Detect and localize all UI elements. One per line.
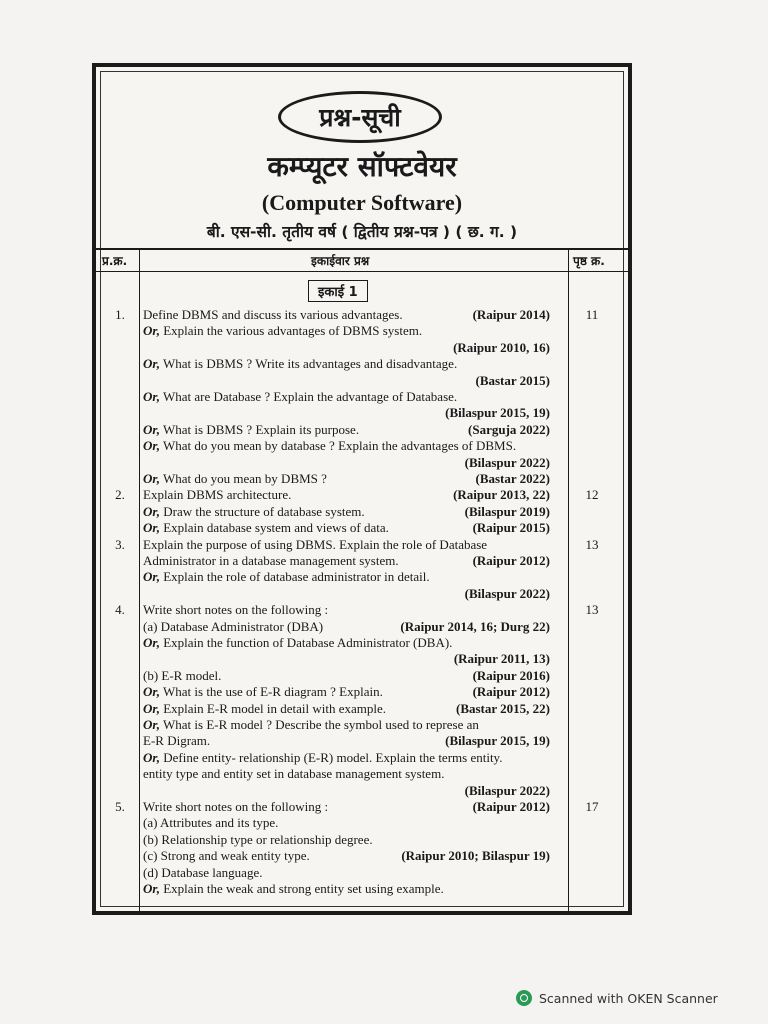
row-question: [143, 601, 328, 618]
row-question: [143, 355, 457, 372]
row-number: 5.: [115, 799, 125, 814]
row-question: [143, 700, 386, 717]
row-reference: (Bastar 2015): [475, 372, 550, 388]
table-row: [96, 864, 628, 881]
table-top-rule: [92, 248, 632, 250]
row-reference: (Raipur 2010; Bilaspur 19): [401, 848, 550, 864]
row-question: [143, 814, 278, 831]
header-page-no: पृष्ठ क्र.: [573, 254, 605, 268]
row-question: [143, 732, 210, 749]
row-question: [143, 486, 291, 503]
table-row: [96, 470, 628, 487]
table-row: [96, 486, 628, 503]
or-marker: Or,: [143, 503, 160, 519]
question-text: What do you mean by database ? Explain the advantages of DBMS.: [159, 438, 517, 454]
question-text: Write short notes on the following :: [143, 602, 329, 618]
table-row: [96, 749, 628, 766]
question-text: (b) Relationship type or relationship degree.: [143, 831, 373, 847]
row-question: [143, 880, 444, 897]
table-row: [96, 798, 628, 815]
table-row: [96, 814, 628, 831]
row-reference: (Raipur 2013, 22): [453, 487, 550, 503]
title-english: (Computer Software): [261, 190, 463, 215]
row-reference: (Raipur 2011, 13): [453, 651, 550, 667]
table-row: [96, 765, 628, 782]
row-question: [143, 306, 403, 323]
table-row: [96, 667, 628, 684]
title-hindi: कम्प्यूटर सॉफ्टवेयर: [267, 150, 457, 183]
row-reference: (Bastar 2015, 22): [455, 700, 550, 716]
row-question: [143, 765, 444, 782]
table-row: [96, 437, 628, 454]
table-row: [96, 306, 628, 323]
table-row: [96, 732, 628, 749]
question-text: What is DBMS ? Explain its purpose.: [159, 421, 360, 437]
or-marker: Or,: [143, 569, 160, 585]
question-text: (d) Database language.: [143, 864, 263, 880]
row-page: 13: [585, 602, 599, 618]
row-reference: (Raipur 2012): [472, 553, 550, 568]
row-reference: (Bilaspur 2022): [464, 782, 550, 798]
row-reference: (Sarguja 2022): [468, 421, 550, 437]
table-row: [96, 700, 628, 717]
table-row: [96, 503, 628, 520]
table-row: [96, 847, 628, 864]
row-page: 12: [585, 487, 599, 503]
row-reference: (Bilaspur 2022): [464, 454, 550, 470]
row-reference: (Bastar 2022): [475, 471, 550, 486]
question-text: Explain the purpose of using DBMS. Explain the role of Database: [143, 536, 488, 552]
question-text: What are Database ? Explain the advantage of Database.: [159, 389, 458, 404]
table-row: [96, 601, 628, 618]
header-question-no: प्र.क्र.: [102, 254, 128, 268]
table-header-rule: [92, 271, 632, 272]
question-text: (a) Database Administrator (DBA): [143, 618, 324, 634]
row-question: [143, 552, 399, 569]
or-marker: Or,: [143, 389, 160, 404]
row-reference: (Bilaspur 2022): [464, 585, 550, 601]
row-page: 13: [585, 536, 599, 552]
row-question: [143, 519, 389, 536]
row-question: [143, 831, 373, 848]
or-marker: Or,: [143, 471, 160, 486]
row-question: [143, 437, 516, 454]
question-text: E-R Digram.: [143, 733, 211, 749]
row-question: [143, 618, 323, 635]
row-reference: (Raipur 2015): [472, 520, 550, 536]
table-row: [96, 322, 628, 339]
row-reference: (Raipur 2012): [472, 799, 550, 814]
oval-title: प्रश्न-सूची: [319, 103, 401, 132]
title-oval: [278, 91, 442, 143]
table-row: [96, 831, 628, 848]
or-marker: Or,: [143, 356, 160, 372]
row-question: [143, 322, 422, 339]
row-question: [143, 536, 487, 553]
or-marker: Or,: [143, 700, 160, 716]
question-text: Draw the structure of database system.: [159, 503, 365, 519]
row-number: 1.: [115, 307, 125, 322]
question-text: Administrator in a database management system.: [143, 553, 399, 568]
table-row: [96, 585, 628, 602]
question-text: What is the use of E-R diagram ? Explain.: [159, 684, 383, 700]
or-marker: Or,: [143, 881, 160, 896]
row-reference: (Raipur 2014): [472, 307, 550, 322]
table-row: [96, 388, 628, 405]
row-question: [143, 847, 310, 864]
or-marker: Or,: [143, 323, 160, 339]
question-text: Write short notes on the following :: [143, 799, 329, 814]
table-row: [96, 683, 628, 700]
row-reference: (Bilaspur 2015, 19): [445, 405, 550, 421]
table-row: [96, 536, 628, 553]
row-reference: (Raipur 2014, 16; Durg 22): [400, 618, 550, 634]
question-text: What do you mean by DBMS ?: [159, 471, 327, 486]
row-page: 17: [585, 799, 599, 814]
document-frame: [92, 63, 632, 915]
table-row: [96, 355, 628, 372]
scanner-text: Scanned with OKEN Scanner: [539, 990, 718, 1006]
table-row: [96, 552, 628, 569]
row-question: [143, 470, 327, 487]
row-question: [143, 864, 262, 881]
row-question: [143, 749, 502, 766]
table-row: [96, 880, 628, 897]
row-number: 4.: [115, 602, 125, 618]
table-row: [96, 372, 628, 389]
row-number: 2.: [115, 487, 125, 503]
table-row: [96, 519, 628, 536]
question-text: Explain the weak and strong entity set using example.: [159, 881, 444, 896]
question-text: Explain database system and views of data.: [159, 520, 389, 536]
question-text: (a) Attributes and its type.: [143, 815, 279, 831]
table-row: [96, 339, 628, 356]
row-page: 11: [585, 307, 599, 322]
question-text: Explain the various advantages of DBMS system.: [159, 323, 423, 339]
table-row: [96, 634, 628, 651]
or-marker: Or,: [143, 717, 160, 732]
or-marker: Or,: [143, 438, 160, 454]
row-number: 3.: [115, 536, 125, 552]
row-question: [143, 798, 328, 815]
question-text: Explain the role of database administrator in detail.: [159, 569, 430, 585]
or-marker: Or,: [143, 421, 160, 437]
table-row: [96, 568, 628, 585]
scanner-logo-icon: [516, 990, 532, 1006]
question-text: (c) Strong and weak entity type.: [143, 848, 310, 864]
row-question: [143, 421, 359, 438]
or-marker: Or,: [143, 684, 160, 700]
question-text: What is E-R model ? Describe the symbol used to represe an: [159, 717, 479, 732]
question-text: What is DBMS ? Write its advantages and disadvantage.: [159, 356, 458, 372]
row-question: [143, 634, 452, 651]
course-line: बी. एस-सी. तृतीय वर्ष ( द्वितीय प्रश्न-पत्र ) ( छ. ग. ): [206, 223, 518, 241]
row-question: [143, 716, 479, 733]
row-reference: (Bilaspur 2015, 19): [445, 733, 550, 749]
question-text: Explain the function of Database Administrator (DBA).: [159, 635, 453, 650]
scanner-watermark: [516, 990, 718, 1006]
row-reference: (Raipur 2016): [472, 667, 550, 683]
table-row: [96, 618, 628, 635]
table-row: [96, 404, 628, 421]
question-text: (b) E-R model.: [143, 667, 222, 683]
question-text: Define entity- relationship (E-R) model. Explain the terms entity.: [159, 749, 503, 765]
row-question: [143, 568, 430, 585]
question-text: Define DBMS and discuss its various advantages.: [143, 307, 403, 322]
unit-label: इकाई 1: [308, 280, 368, 302]
question-text: Explain E-R model in detail with example.: [159, 700, 386, 716]
table-row: [96, 421, 628, 438]
table-row: [96, 716, 628, 733]
or-marker: Or,: [143, 520, 160, 536]
table-row: [96, 454, 628, 471]
header-questions: इकाईवार प्रश्न: [311, 254, 370, 268]
table-row: [96, 650, 628, 667]
question-text: Explain DBMS architecture.: [143, 487, 292, 503]
row-reference: (Raipur 2010, 16): [453, 339, 550, 355]
or-marker: Or,: [143, 635, 160, 650]
row-reference: (Raipur 2012): [472, 684, 550, 700]
row-question: [143, 667, 221, 684]
row-question: [143, 503, 365, 520]
table-row: [96, 782, 628, 799]
question-text: entity type and entity set in database management system.: [143, 766, 445, 782]
row-reference: (Bilaspur 2019): [464, 503, 550, 519]
row-question: [143, 683, 383, 700]
or-marker: Or,: [143, 749, 160, 765]
row-question: [143, 388, 457, 405]
